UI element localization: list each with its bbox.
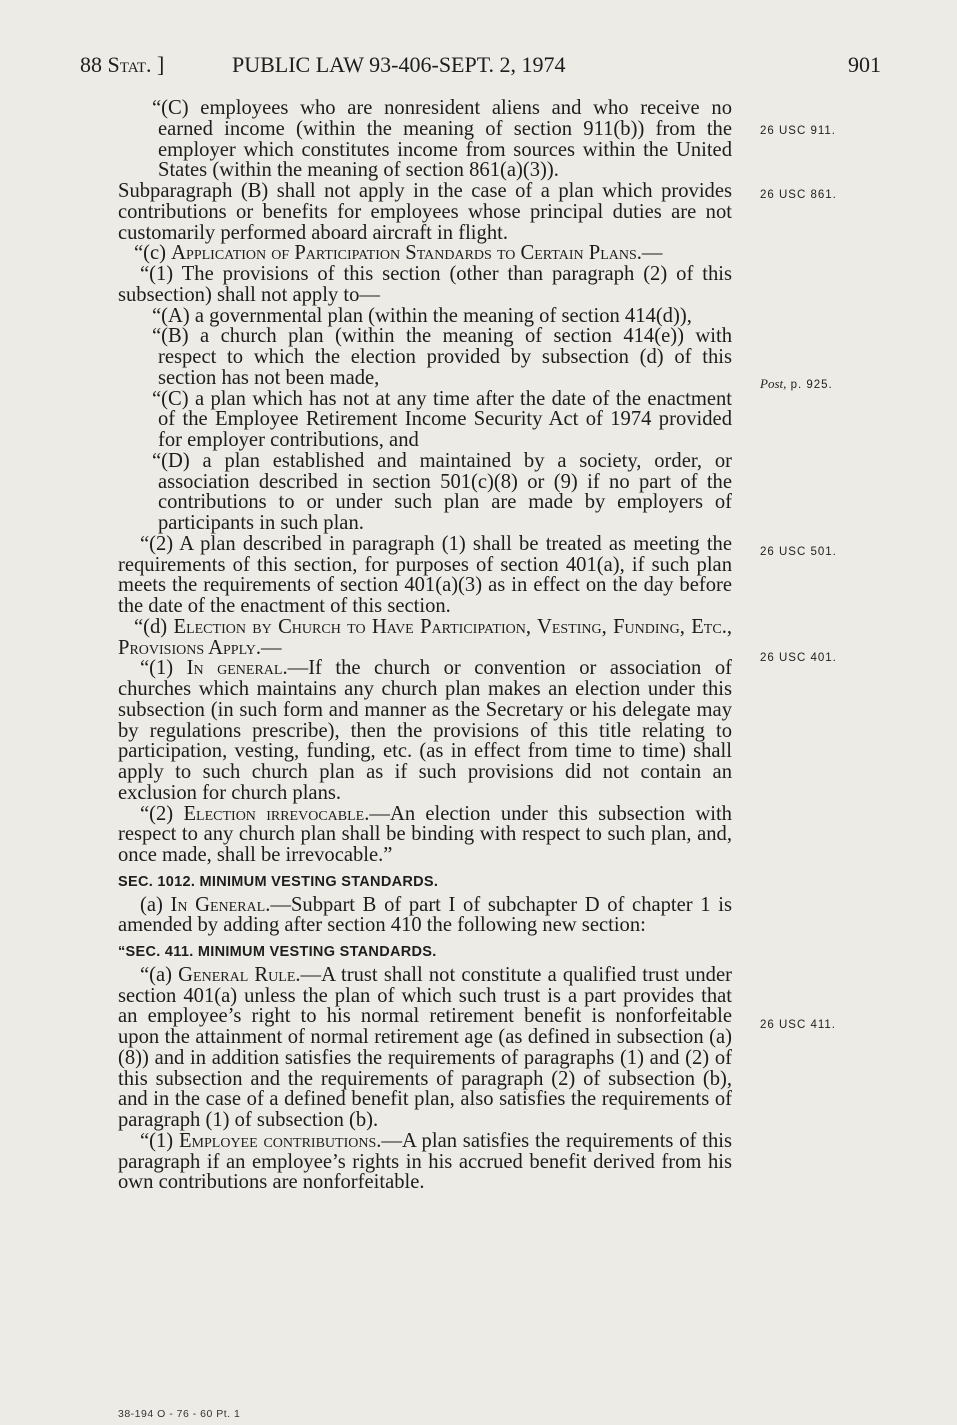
statute-volume: 88 Stat. ] — [80, 52, 165, 77]
subsection-d-label: “(d) — [134, 615, 174, 638]
margin-note-26-usc-911: 26 USC 911. — [760, 125, 836, 137]
clause-b-church-plan: “(B) a church plan (within the meaning of section 414(e)) with respect to which the election provided by subsection (d) of this section has not been made, — [152, 325, 732, 389]
section-411-a1-text: —A plan satisfies the requirements of this paragraph if an employee’s rights in his accrued benefit derived from his own contributions are nonforfeitable. — [118, 1129, 732, 1194]
margin-note-26-usc-411: 26 USC 411. — [760, 1019, 836, 1031]
clause-c-no-employer-contributions: “(C) a plan which has not at any time after the date of the enactment of the Employee Retirement Income Security Act of 1974 provided for employer contributions, and — [152, 387, 732, 451]
section-1012-heading: SEC. 1012. MINIMUM VESTING STANDARDS. — [118, 873, 439, 890]
paragraph-c1: “(1) The provisions of this section (other than paragraph (2) of this subsection) shall not apply to— — [118, 263, 732, 306]
paragraph-d1 — [118, 658, 732, 803]
section-1012-a-label: (a) — [140, 893, 171, 916]
section-1012-a-title: In General. — [170, 893, 271, 916]
paragraph-d1-label: “(1) — [140, 657, 187, 680]
paragraph-d2-text: —An election under this subsection with respect to any church plan shall be binding with respect to such plan, and, once made, shall be irrevocable.” — [118, 802, 732, 866]
margin-note-post-label: Post, — [760, 376, 787, 391]
margin-note-26-usc-401: 26 USC 401. — [760, 652, 837, 664]
clause-a-governmental-plan: “(A) a governmental plan (within the meaning of section 414(d)), — [152, 304, 692, 327]
margin-note-post-p925 — [760, 376, 833, 392]
section-411-heading: “SEC. 411. MINIMUM VESTING STANDARDS. — [118, 944, 437, 960]
subparagraph-b-exception: Subparagraph (B) shall not apply in the case of a plan which provides contributions or benefits for employees whose principal duties are not customarily performed aboard aircraft in flight. — [118, 180, 732, 244]
section-411-a1-label: “(1) — [140, 1129, 179, 1152]
section-1012-a — [118, 895, 732, 937]
section-411-a1-title: Employee contributions. — [178, 1129, 382, 1152]
public-law-title: PUBLIC LAW 93-406-SEPT. 2, 1974 — [232, 52, 566, 77]
page-number: 901 — [848, 52, 881, 77]
subsection-d-heading — [118, 617, 732, 659]
clause-d-society-plan: “(D) a plan established and maintained by a society, order, or association described in section 501(c)(8) or (9) if no part of the contributions to or under such plan are made by employers of participants in such plan. — [152, 449, 732, 534]
section-1012-a-text: —Subpart B of part I of subchapter D of chapter 1 is amended by adding after section 410 the following new section: — [118, 893, 732, 937]
paragraph-d2-label: “(2) — [140, 802, 184, 825]
section-411-a-title: General Rule. — [178, 963, 301, 986]
section-411-a1 — [118, 1131, 732, 1193]
margin-note-26-usc-501: 26 USC 501. — [760, 546, 837, 558]
margin-note-26-usc-861: 26 USC 861. — [760, 189, 837, 201]
paragraph-d2-title: Election irrevocable. — [183, 802, 370, 825]
subsection-c-heading — [118, 243, 732, 264]
paragraph-d2 — [118, 804, 732, 866]
section-411-a-label: “(a) — [140, 963, 179, 986]
subsection-d-title: Election by Church to Have Participation, Vesting, Funding, Etc., Provisions Apply.— — [118, 615, 732, 659]
printer-footer: 38-194 O - 76 - 60 Pt. 1 — [118, 1408, 241, 1420]
paragraph-d1-text: —If the church or convention or association of churches which maintains any church plan makes an election under this subsection (in such form and manner as the Secretary or his delegate may by regulations prescribe), then the provisions of this title relating to participation, vesting, funding, etc. (as in effect from time to time) shall apply to such church plan as if such provisions did not contain an exclusion for church plans. — [118, 657, 732, 804]
statute-body — [118, 98, 732, 1193]
margin-note-post-page: p. 925. — [786, 379, 833, 391]
paragraph-c2: “(2) A plan described in paragraph (1) shall be treated as meeting the requirements of this section, for purposes of section 401(a), if such plan meets the requirements of section 401(a)(3) as in effect on the day before the date of the enactment of this section. — [118, 532, 732, 617]
section-411-a-text: —A trust shall not constitute a qualified trust under section 401(a) unless the plan of which such trust is a part provides that an employee’s right to his normal retirement benefit is nonforfeitable upon the attainment of normal retirement age (as defined in subsection (a)(8)) and in addition satisfies the requirements of paragraphs (1) and (2) of this subsection and the requirements of paragraph (2) of subsection (b), and in the case of a defined benefit plan, also satisfies the requirements of paragraph (1) of subsection (b). — [118, 963, 732, 1131]
paragraph-d1-title: In general. — [186, 657, 288, 680]
section-411-a — [118, 965, 732, 1131]
subsection-c-label: “(c) — [134, 242, 172, 265]
running-header — [0, 52, 957, 82]
clause-c-nonresident-aliens: “(C) employees who are nonresident aliens and who receive no earned income (within the meaning of section 911(b)) from the employer which constitutes income from sources within the United States (within the meaning of section 861(a)(3)). — [152, 97, 732, 182]
subsection-c-title: Application of Participation Standards to Certain Plans.— — [171, 242, 663, 265]
